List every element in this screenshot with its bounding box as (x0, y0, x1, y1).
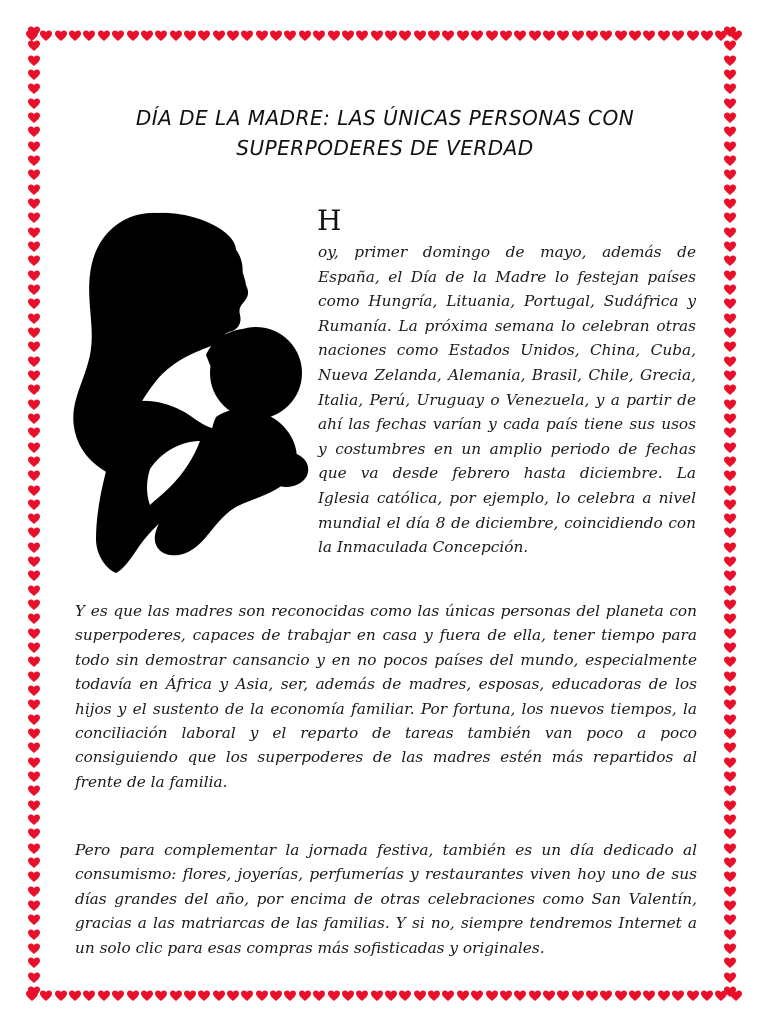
heart-icon (170, 30, 182, 42)
heart-icon (724, 513, 736, 525)
heart-icon (724, 642, 736, 654)
heart-icon (724, 943, 736, 955)
heart-icon (28, 857, 40, 869)
heart-icon (724, 184, 736, 196)
page-title: DÍA DE LA MADRE: LAS ÚNICAS PERSONAS CON SUPERPODERES DE VERDAD (135, 106, 635, 161)
heart-icon (28, 613, 40, 625)
body-paragraph-2: Pero para complementar la jornada festiva, también es un día dedicado al consumismo: flores, joyerías, perfumerías y restaurantes viven hoy uno de sus días grandes del año, por encima de otras celebraciones como San Valentín, gracias a las matriarcas de las familias. Y si no, siempre tendremos Internet a un solo clic para esas compras más sofisticadas y originales. (75, 841, 697, 957)
heart-icon (28, 527, 40, 539)
heart-icon (28, 513, 40, 525)
heart-icon (428, 30, 440, 42)
heart-icon (270, 30, 282, 42)
heart-icon (28, 298, 40, 310)
heart-icon (457, 990, 469, 1002)
heart-icon (724, 556, 736, 568)
heart-icon (500, 990, 512, 1002)
heart-icon (55, 990, 67, 1002)
heart-icon (687, 30, 699, 42)
heart-icon (724, 542, 736, 554)
heart-icon (724, 714, 736, 726)
heart-icon (724, 499, 736, 511)
heart-icon (28, 671, 40, 683)
heart-icon (724, 456, 736, 468)
heart-icon (724, 40, 736, 52)
heart-icon (342, 30, 354, 42)
heart-icon (28, 270, 40, 282)
heart-icon (184, 30, 196, 42)
heart-icon (127, 30, 139, 42)
heart-icon (724, 585, 736, 597)
heart-icon (28, 943, 40, 955)
heart-icon (28, 742, 40, 754)
heart-icon (701, 30, 713, 42)
heart-icon (529, 30, 541, 42)
heart-icon (241, 30, 253, 42)
heart-icon (28, 785, 40, 797)
heart-icon (28, 886, 40, 898)
heart-icon (127, 990, 139, 1002)
heart-icon (227, 30, 239, 42)
heart-icon (701, 990, 713, 1002)
heart-icon (328, 30, 340, 42)
heart-icon (98, 30, 110, 42)
heart-icon (313, 30, 325, 42)
mother-baby-silhouette-icon (66, 205, 310, 575)
heart-icon (486, 990, 498, 1002)
heart-icon (457, 30, 469, 42)
heart-icon (28, 828, 40, 840)
heart-icon (615, 30, 627, 42)
heart-icon (724, 929, 736, 941)
heart-icon (28, 843, 40, 855)
heart-icon (28, 656, 40, 668)
heart-icon (724, 26, 736, 38)
heart-border-left (28, 26, 46, 998)
heart-icon (724, 843, 736, 855)
heart-icon (724, 83, 736, 95)
heart-icon (724, 570, 736, 582)
heart-icon (724, 227, 736, 239)
heart-icon (724, 656, 736, 668)
heart-icon (543, 30, 555, 42)
heart-icon (112, 990, 124, 1002)
heart-icon (724, 69, 736, 81)
heart-icon (28, 957, 40, 969)
heart-icon (28, 972, 40, 984)
heart-icon (600, 990, 612, 1002)
heart-icon (724, 814, 736, 826)
heart-icon (514, 990, 526, 1002)
heart-icon (724, 356, 736, 368)
heart-icon (28, 628, 40, 640)
heart-icon (28, 26, 40, 38)
heart-icon (724, 785, 736, 797)
heart-icon (141, 990, 153, 1002)
heart-icon (615, 990, 627, 1002)
heart-icon (724, 112, 736, 124)
heart-icon (241, 990, 253, 1002)
heart-icon (724, 728, 736, 740)
heart-icon (724, 599, 736, 611)
heart-icon (28, 728, 40, 740)
heart-icon (399, 30, 411, 42)
heart-icon (724, 470, 736, 482)
heart-icon (227, 990, 239, 1002)
heart-icon (724, 198, 736, 210)
heart-icon (572, 30, 584, 42)
heart-icon (724, 126, 736, 138)
heart-icon (356, 990, 368, 1002)
heart-icon (724, 886, 736, 898)
heart-icon (414, 990, 426, 1002)
heart-icon (28, 485, 40, 497)
heart-icon (724, 169, 736, 181)
heart-icon (213, 990, 225, 1002)
heart-icon (83, 30, 95, 42)
heart-icon (371, 30, 383, 42)
heart-icon (724, 757, 736, 769)
heart-icon (724, 427, 736, 439)
heart-icon (28, 442, 40, 454)
heart-icon (724, 270, 736, 282)
heart-icon (28, 341, 40, 353)
heart-icon (28, 212, 40, 224)
heart-icon (28, 126, 40, 138)
heart-icon (28, 227, 40, 239)
heart-icon (28, 155, 40, 167)
heart-icon (557, 30, 569, 42)
heart-icon (724, 613, 736, 625)
heart-icon (28, 241, 40, 253)
heart-icon (543, 990, 555, 1002)
heart-icon (724, 972, 736, 984)
heart-icon (672, 30, 684, 42)
heart-icon (28, 986, 40, 998)
heart-icon (529, 990, 541, 1002)
heart-icon (28, 570, 40, 582)
heart-icon (28, 184, 40, 196)
heart-border-bottom (26, 990, 742, 1008)
heart-icon (170, 990, 182, 1002)
heart-icon (270, 990, 282, 1002)
heart-icon (428, 990, 440, 1002)
heart-icon (724, 384, 736, 396)
heart-icon (28, 871, 40, 883)
heart-icon (112, 30, 124, 42)
heart-icon (83, 990, 95, 1002)
heart-icon (28, 685, 40, 697)
heart-icon (28, 198, 40, 210)
heart-icon (342, 990, 354, 1002)
heart-icon (687, 990, 699, 1002)
heart-icon (28, 356, 40, 368)
heart-icon (724, 900, 736, 912)
body-paragraph-1: Y es que las madres son reconocidas como las únicas personas del planeta con superpoderes, capaces de trabajar en casa y fuera de ella, tener tiempo para todo sin demostrar cansancio y en no pocos países del mundo, especialmente todavía en África y Asia, ser, además de madres, esposas, educadoras de los hijos y el sustento de la economía familiar. Por fortuna, los nuevos tiempos, la conciliación laboral y el reparto de tareas también van poco a poco consiguiendo que los superpoderes de las madres estén más repartidos al frente de la familia. (75, 602, 697, 791)
heart-icon (28, 542, 40, 554)
heart-icon (28, 69, 40, 81)
heart-icon (256, 30, 268, 42)
heart-icon (28, 585, 40, 597)
heart-icon (28, 814, 40, 826)
heart-icon (442, 990, 454, 1002)
heart-icon (724, 986, 736, 998)
heart-icon (28, 929, 40, 941)
heart-icon (198, 30, 210, 42)
heart-icon (724, 341, 736, 353)
heart-icon (500, 30, 512, 42)
heart-icon (557, 990, 569, 1002)
heart-icon (284, 30, 296, 42)
heart-icon (724, 800, 736, 812)
heart-border-top (26, 30, 742, 48)
heart-icon (328, 990, 340, 1002)
heart-icon (471, 30, 483, 42)
heart-icon (28, 112, 40, 124)
heart-icon (724, 527, 736, 539)
heart-icon (155, 990, 167, 1002)
heart-icon (28, 141, 40, 153)
heart-icon (28, 284, 40, 296)
heart-icon (28, 313, 40, 325)
dropcap-letter: H (317, 204, 342, 237)
heart-icon (98, 990, 110, 1002)
heart-icon (643, 990, 655, 1002)
heart-icon (486, 30, 498, 42)
heart-icon (184, 990, 196, 1002)
heart-icon (385, 990, 397, 1002)
heart-icon (724, 241, 736, 253)
heart-icon (28, 599, 40, 611)
heart-icon (600, 30, 612, 42)
heart-icon (141, 30, 153, 42)
heart-icon (356, 30, 368, 42)
heart-icon (371, 990, 383, 1002)
heart-icon (28, 456, 40, 468)
heart-icon (724, 957, 736, 969)
heart-icon (724, 914, 736, 926)
heart-icon (586, 990, 598, 1002)
heart-icon (69, 30, 81, 42)
heart-icon (28, 413, 40, 425)
heart-icon (672, 990, 684, 1002)
heart-icon (399, 990, 411, 1002)
heart-icon (28, 771, 40, 783)
heart-icon (724, 255, 736, 267)
heart-icon (28, 370, 40, 382)
heart-icon (28, 83, 40, 95)
heart-icon (724, 313, 736, 325)
heart-icon (724, 828, 736, 840)
heart-icon (572, 990, 584, 1002)
heart-icon (28, 757, 40, 769)
heart-icon (629, 30, 641, 42)
heart-icon (299, 30, 311, 42)
heart-icon (724, 628, 736, 640)
intro-paragraph: oy, primer domingo de mayo, además de España, el Día de la Madre lo festejan países como Hungría, Lituania, Portugal, Sudáfrica y Rumanía. La próxima semana lo celebran otras naciones como Estados Unidos, China, Cuba, Nueva Zelanda, Alemania, Brasil, Chile, Grecia, Italia, Perú, Uruguay o Venezuela, y a partir de ahí las fechas varían y cada país tiene sus usos y costumbres en un amplio periodo de fechas que va desde febrero hasta diciembre. La Iglesia católica, por ejemplo, lo celebra a nivel mundial el día 8 de diciembre, coincidiendo con la Inmaculada Concepción. (318, 243, 696, 557)
heart-icon (299, 990, 311, 1002)
heart-icon (28, 427, 40, 439)
heart-icon (28, 169, 40, 181)
heart-icon (724, 413, 736, 425)
heart-icon (28, 499, 40, 511)
heart-icon (724, 98, 736, 110)
heart-icon (28, 699, 40, 711)
heart-icon (28, 255, 40, 267)
heart-icon (155, 30, 167, 42)
heart-icon (724, 857, 736, 869)
heart-icon (724, 685, 736, 697)
heart-icon (28, 384, 40, 396)
heart-icon (28, 40, 40, 52)
heart-icon (658, 990, 670, 1002)
heart-icon (28, 470, 40, 482)
heart-icon (658, 30, 670, 42)
heart-icon (629, 990, 641, 1002)
heart-icon (724, 442, 736, 454)
heart-icon (28, 642, 40, 654)
heart-icon (724, 298, 736, 310)
heart-icon (414, 30, 426, 42)
heart-icon (724, 284, 736, 296)
heart-icon (724, 141, 736, 153)
heart-icon (198, 990, 210, 1002)
heart-icon (284, 990, 296, 1002)
heart-icon (724, 55, 736, 67)
heart-icon (724, 485, 736, 497)
heart-icon (28, 556, 40, 568)
heart-icon (28, 399, 40, 411)
heart-border-right (724, 26, 742, 998)
heart-icon (724, 742, 736, 754)
heart-icon (28, 98, 40, 110)
heart-icon (471, 990, 483, 1002)
heart-icon (586, 30, 598, 42)
heart-icon (28, 55, 40, 67)
heart-icon (28, 714, 40, 726)
heart-icon (28, 800, 40, 812)
heart-icon (724, 327, 736, 339)
heart-icon (724, 771, 736, 783)
heart-icon (313, 990, 325, 1002)
heart-icon (724, 212, 736, 224)
heart-icon (28, 900, 40, 912)
heart-icon (724, 871, 736, 883)
heart-icon (385, 30, 397, 42)
heart-icon (724, 671, 736, 683)
heart-icon (724, 370, 736, 382)
heart-icon (514, 30, 526, 42)
heart-icon (724, 699, 736, 711)
heart-icon (28, 914, 40, 926)
heart-icon (69, 990, 81, 1002)
heart-icon (442, 30, 454, 42)
heart-icon (28, 327, 40, 339)
heart-icon (724, 399, 736, 411)
heart-icon (724, 155, 736, 167)
heart-icon (643, 30, 655, 42)
heart-icon (55, 30, 67, 42)
heart-icon (213, 30, 225, 42)
heart-icon (256, 990, 268, 1002)
